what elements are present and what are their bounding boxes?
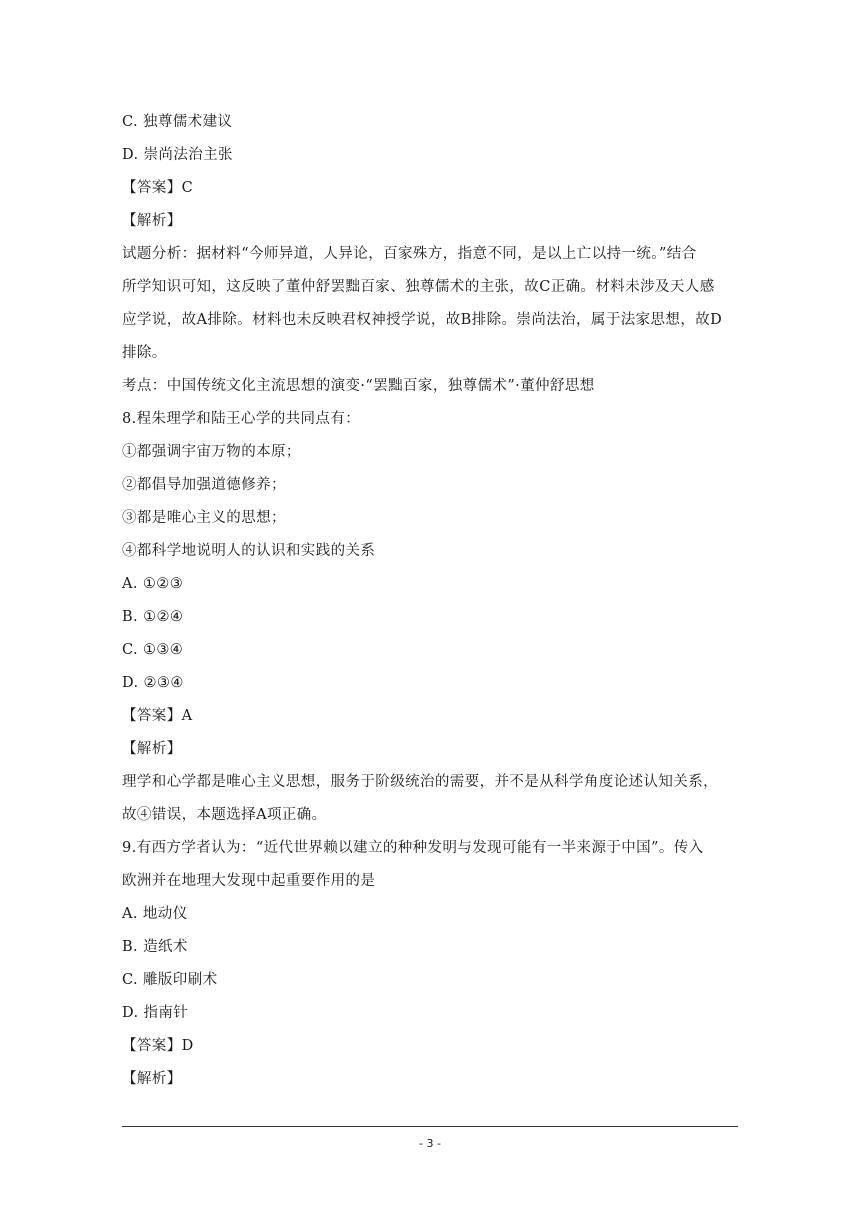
statement-4: ④都科学地说明人的认识和实践的关系 [122, 543, 376, 559]
analysis-label: 【解析】 [122, 213, 182, 229]
key-point: 考点：中国传统文化主流思想的演变·“罢黜百家，独尊儒术”·董仲舒思想 [122, 378, 595, 394]
option-a: A. 地动仪 [122, 906, 188, 922]
answer-label: 【答案】A [122, 708, 193, 724]
page-number: - 3 - [419, 1137, 441, 1150]
statement-1: ①都强调宇宙万物的本原； [122, 444, 301, 460]
footer-divider [122, 1126, 738, 1127]
option-c: C. 雕版印刷术 [122, 972, 218, 988]
analysis-text: 应学说，故A排除。材料也未反映君权神授学说，故B排除。崇尚法治，属于法家思想，故D [122, 312, 723, 328]
question-8: 8.程朱理学和陆王心学的共同点有： [122, 411, 361, 427]
analysis-text: 排除。 [122, 345, 167, 361]
analysis-text: 所学知识可知，这反映了董仲舒罢黜百家、独尊儒术的主张，故C正确。材料未涉及天人感 [122, 279, 715, 295]
analysis-label: 【解析】 [122, 1071, 182, 1087]
answer-label: 【答案】C [122, 180, 194, 196]
option-b: B. ①②④ [122, 609, 184, 625]
option-c: C. 独尊儒术建议 [122, 114, 233, 130]
analysis-label: 【解析】 [122, 741, 182, 757]
option-d: D. 崇尚法治主张 [122, 147, 233, 163]
answer-label: 【答案】D [122, 1038, 194, 1054]
option-a: A. ①②③ [122, 576, 184, 592]
statement-2: ②都倡导加强道德修养； [122, 477, 286, 493]
option-d: D. ②③④ [122, 675, 184, 691]
option-d: D. 指南针 [122, 1005, 189, 1021]
question-9: 9.有西方学者认为：“近代世界赖以建立的种种发明与发现可能有一半来源于中国”。传入 [122, 840, 704, 856]
statement-3: ③都是唯心主义的思想； [122, 510, 286, 526]
analysis-text: 故④错误，本题选择A项正确。 [122, 807, 327, 823]
analysis-text: 理学和心学都是唯心主义思想，服务于阶级统治的需要，并不是从科学角度论述认知关系， [122, 774, 718, 790]
analysis-text: 试题分析：据材料“今师异道，人异论，百家殊方，指意不同，是以上亡以持一统。”结合 [122, 246, 697, 262]
option-b: B. 造纸术 [122, 939, 188, 955]
question-9: 欧洲并在地理大发现中起重要作用的是 [122, 873, 376, 889]
option-c: C. ①③④ [122, 642, 184, 658]
